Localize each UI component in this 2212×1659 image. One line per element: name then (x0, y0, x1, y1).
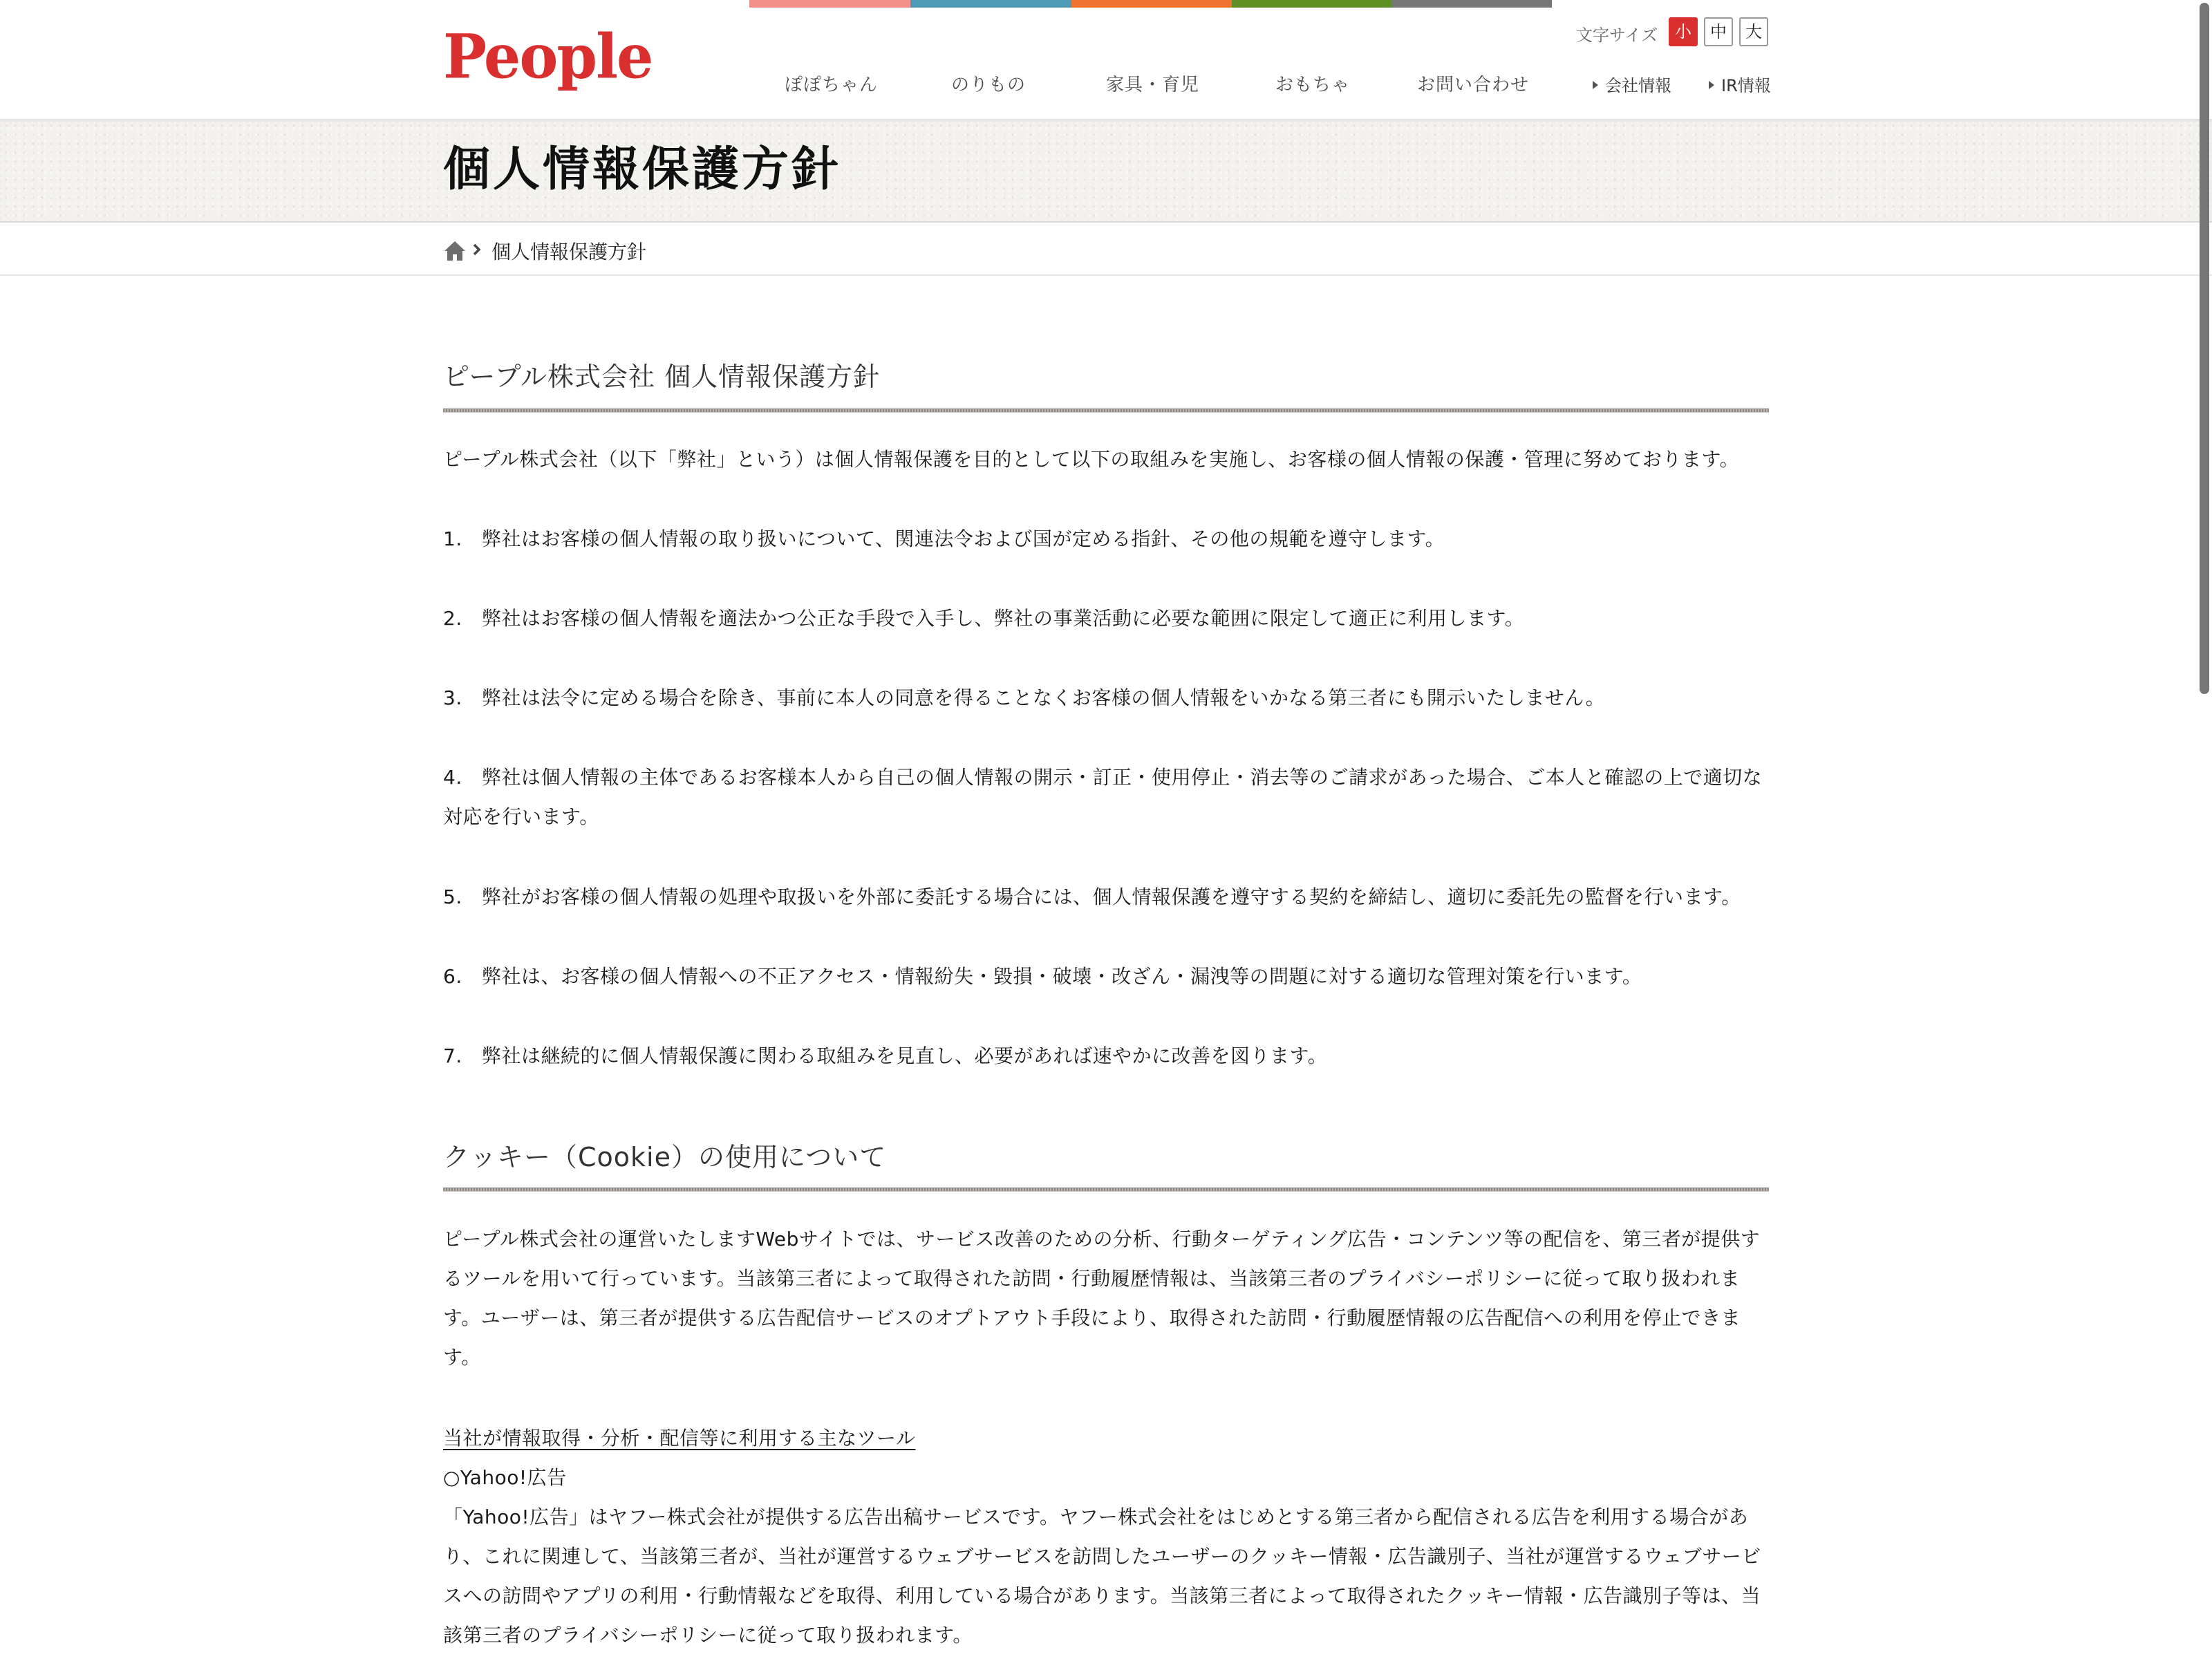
subnav-company-info[interactable] (1593, 72, 1671, 96)
policy-list-item (443, 957, 1769, 996)
list-text: 弊社は法令に定める場合を除き、事前に本人の同意を得ることなくお客様の個人情報をいかなる第三者にも開示いたしません。 (482, 686, 1606, 709)
list-number: 3. (443, 686, 462, 709)
subnav-ir-info[interactable] (1709, 72, 1771, 96)
policy-list-item (443, 599, 1769, 638)
tool-description-yahoo-ads: 「Yahoo!広告」はヤフー株式会社が提供する広告出稿サービスです。ヤフー株式会社をはじめとする第三者から配信される広告を利用する場合があり、これに関連して、当該第三者が、当社が運営するウェブサービスを訪問したユーザーのクッキー情報・広告識別子、当社が運営するウェブサービスへの訪問やアプリの利用・行動情報などを取得、利用している場合があります。当該第三者によって取得されたクッキー情報・広告識別子等は、当該第三者のプライバシーポリシーに従って取り扱われます。 (443, 1506, 1761, 1647)
intro-paragraph: ピープル株式会社（以下「弊社」という）は個人情報保護を目的として以下の取組みを実施し、お客様の個人情報の保護・管理に努めております。 (443, 448, 1740, 471)
nav-item-toys[interactable]: おもちゃ (1275, 75, 1351, 95)
nav-item-norimono[interactable]: のりもの (951, 75, 1027, 95)
list-text: 弊社は個人情報の主体であるお客様本人から自己の個人情報の開示・訂正・使用停止・消去等のご請求があった場合、ご本人と確認の上で適切な対応を行います。 (443, 766, 1763, 828)
font-size-large-button[interactable]: 大 (1739, 17, 1768, 46)
section-heading-privacy-policy: ピープル株式会社 個人情報保護方針 (443, 362, 881, 392)
scrollbar-thumb[interactable] (2200, 3, 2209, 694)
list-number: 1. (443, 527, 462, 550)
breadcrumb (443, 235, 646, 267)
policy-list-item (443, 678, 1769, 718)
list-number: 7. (443, 1044, 462, 1067)
triangle-right-icon (1709, 81, 1714, 89)
title-band (0, 120, 2212, 223)
home-icon[interactable] (443, 239, 467, 263)
font-size-label: 文字サイズ (1576, 26, 1658, 45)
color-bar-gray (1392, 0, 1552, 8)
policy-list-item (443, 877, 1769, 917)
chevron-right-icon (467, 243, 487, 259)
list-text: 弊社がお客様の個人情報の処理や取扱いを外部に委託する場合には、個人情報保護を遵守する契約を締結し、適切に委託先の監督を行います。 (482, 885, 1741, 908)
color-bar-pink (749, 0, 910, 8)
cookie-paragraph: ピープル株式会社の運営いたしますWebサイトでは、サービス改善のための分析、行動ターゲティング広告・コンテンツ等の配信を、第三者が提供するツールを用いて行っています。当該第三者によって取得された訪問・行動履歴情報は、当該第三者のプライバシーポリシーに従って取り扱われます。ユーザーは、第三者が提供する広告配信サービスのオプトアウト手段により、取得された訪問・行動履歴情報の広告配信への利用を停止できます。 (443, 1228, 1761, 1369)
font-size-medium-button[interactable]: 中 (1704, 17, 1733, 46)
breadcrumb-divider (0, 274, 2212, 276)
nav-item-contact[interactable]: お問い合わせ (1417, 75, 1530, 95)
color-bar-blue (910, 0, 1071, 8)
list-number: 6. (443, 965, 462, 988)
list-number: 4. (443, 766, 462, 789)
subnav-company-info-label: 会社情報 (1605, 76, 1671, 95)
tools-heading: 当社が情報取得・分析・配信等に利用する主なツール (443, 1427, 916, 1450)
subnav-ir-info-label: IR情報 (1721, 76, 1771, 95)
policy-list-item (443, 758, 1769, 836)
list-number: 5. (443, 885, 462, 908)
list-text: 弊社は継続的に個人情報保護に関わる取組みを見直し、必要があれば速やかに改善を図ります。 (482, 1044, 1328, 1067)
breadcrumb-current: 個人情報保護方針 (491, 241, 647, 263)
triangle-right-icon (1593, 81, 1598, 89)
nav-item-furniture[interactable]: 家具・育児 (1106, 75, 1200, 95)
list-text: 弊社は、お客様の個人情報への不正アクセス・情報紛失・毀損・破壊・改ざん・漏洩等の問題に対する適切な管理対策を行います。 (482, 965, 1642, 988)
list-text: 弊社はお客様の個人情報を適法かつ公正な手段で入手し、弊社の事業活動に必要な範囲に限定して適正に利用します。 (482, 607, 1525, 630)
people-logo[interactable]: People (443, 20, 653, 93)
site-header (0, 0, 2212, 120)
policy-list-item (443, 1036, 1769, 1076)
color-bar-orange (1071, 0, 1232, 8)
page-title: 個人情報保護方針 (443, 142, 842, 197)
section-heading-rule (443, 409, 1769, 413)
nav-item-popochan[interactable]: ぽぽちゃん (785, 75, 879, 95)
policy-list-item (443, 519, 1769, 559)
list-text: 弊社はお客様の個人情報の取り扱いについて、関連法令および国が定める指針、その他の規範を遵守します。 (482, 527, 1445, 550)
section-heading-cookie: クッキー（Cookie）の使用について (443, 1142, 887, 1172)
section-heading-rule (443, 1188, 1769, 1192)
font-size-small-button[interactable]: 小 (1669, 17, 1698, 46)
tool-name-yahoo-ads: ○Yahoo!広告 (443, 1466, 567, 1489)
color-bar-green (1232, 0, 1392, 8)
list-number: 2. (443, 607, 462, 630)
